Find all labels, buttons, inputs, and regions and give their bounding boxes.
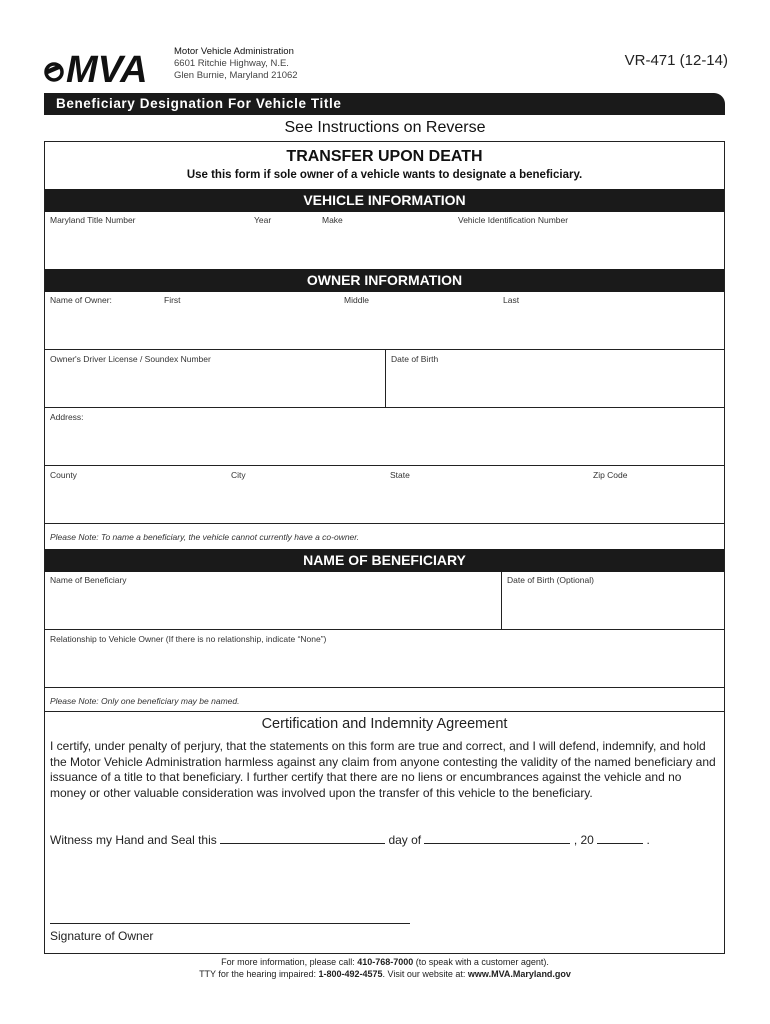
vehicle-info-row[interactable] — [45, 212, 724, 269]
beneficiary-name-row — [45, 572, 724, 629]
owner-dob-label: Date of Birth — [391, 354, 439, 364]
witness-year-prefix: , 20 — [573, 833, 594, 847]
beneficiary-dob-label: Date of Birth (Optional) — [507, 575, 594, 585]
witness-end: . — [646, 833, 650, 847]
state-label: State — [390, 470, 410, 480]
county-label: County — [50, 470, 77, 480]
owner-name-label: Name of Owner: — [50, 295, 112, 305]
mva-logo-text: MVA — [66, 49, 148, 86]
footer-line1 — [0, 956, 770, 968]
relationship-label: Relationship to Vehicle Owner (If there is no relationship, indicate “None”) — [50, 634, 327, 644]
zip-label: Zip Code — [593, 470, 628, 480]
footer-website-link[interactable]: www.MVA.Maryland.gov — [467, 969, 571, 979]
address-field[interactable] — [45, 407, 724, 465]
signature-label: Signature of Owner — [50, 929, 154, 943]
owner-name-row[interactable] — [45, 292, 724, 349]
co-owner-note: Please Note: To name a beneficiary, the vehicle cannot currently have a co-owner. — [50, 532, 360, 542]
license-dob-row — [45, 349, 724, 407]
footer-tty-prefix: TTY for the hearing impaired: — [199, 969, 316, 979]
witness-prefix: Witness my Hand and Seal this — [50, 833, 217, 847]
owner-section-header: OWNER INFORMATION — [45, 269, 724, 292]
agency-info — [174, 46, 298, 82]
transfer-subheading: Use this form if sole owner of a vehicle wants to designate a beneficiary. — [186, 169, 583, 181]
one-beneficiary-note: Please Note: Only one beneficiary may be named. — [50, 696, 240, 706]
footer-tty: 1-800-492-4575 — [318, 969, 383, 979]
mva-logo — [44, 48, 170, 86]
year-label: Year — [254, 215, 272, 225]
footer-call-prefix: For more information, please call: — [221, 957, 355, 967]
form-header — [44, 44, 728, 88]
license-label: Owner's Driver License / Soundex Number — [50, 354, 211, 364]
owner-dob-field[interactable] — [385, 350, 724, 407]
footer-line2 — [0, 968, 770, 980]
beneficiary-note-row — [45, 687, 724, 711]
make-label: Make — [322, 215, 343, 225]
beneficiary-name-field[interactable] — [45, 572, 501, 629]
title-number-label: Maryland Title Number — [50, 215, 136, 225]
footer-call-suffix: (to speak with a customer agent). — [415, 957, 549, 967]
form-number: VR-471 (12-14) — [624, 52, 728, 69]
certification-heading: Certification and Indemnity Agreement — [261, 716, 508, 732]
address-label: Address: — [50, 412, 84, 422]
owner-signature-field[interactable] — [50, 923, 410, 924]
footer-phone: 410-768-7000 — [357, 957, 414, 967]
instructions-note: See Instructions on Reverse — [284, 119, 486, 136]
last-name-label: Last — [503, 295, 520, 305]
beneficiary-dob-field[interactable] — [501, 572, 724, 629]
form-title: Beneficiary Designation For Vehicle Title — [56, 96, 342, 111]
form-footer — [0, 956, 770, 980]
form-body — [44, 141, 725, 954]
witness-day-of: day of — [388, 833, 422, 847]
agency-address-line1: 6601 Ritchie Highway, N.E. — [174, 58, 289, 69]
county-city-state-zip-row[interactable] — [45, 465, 724, 523]
beneficiary-section-header: NAME OF BENEFICIARY — [45, 549, 724, 572]
vin-label: Vehicle Identification Number — [458, 215, 569, 225]
agency-address-line2: Glen Burnie, Maryland 21062 — [174, 70, 298, 81]
witness-month-field[interactable] — [424, 834, 570, 844]
license-field[interactable] — [45, 350, 385, 407]
transfer-heading: TRANSFER UPON DEATH — [286, 148, 483, 165]
agency-name: Motor Vehicle Administration — [174, 46, 294, 57]
owner-note-row — [45, 523, 724, 549]
certification-text: I certify, under penalty of perjury, that the statements on this form are true and correct, and I will defend, indemnify, and hold the Motor Vehicle Administration harmless against any claim from anyone contesting the validity of the named beneficiary and issuance of a title to that beneficiary. I further certify that there are no liens or encumbrances against the vehicle and no money or other valuable consideration was involved upon the transfer of this vehicle to the beneficiary. — [50, 739, 716, 800]
witness-year-field[interactable] — [597, 834, 643, 844]
footer-website-prefix: . Visit our website at: — [382, 969, 466, 979]
middle-name-label: Middle — [344, 295, 370, 305]
witness-line — [50, 833, 650, 847]
city-label: City — [231, 470, 246, 480]
first-name-label: First — [164, 295, 181, 305]
relationship-field[interactable] — [45, 629, 724, 687]
beneficiary-name-label: Name of Beneficiary — [50, 575, 127, 585]
vehicle-section-header: VEHICLE INFORMATION — [45, 189, 724, 212]
title-bar — [44, 93, 725, 115]
certification-section — [45, 711, 724, 955]
witness-day-field[interactable] — [220, 834, 385, 844]
